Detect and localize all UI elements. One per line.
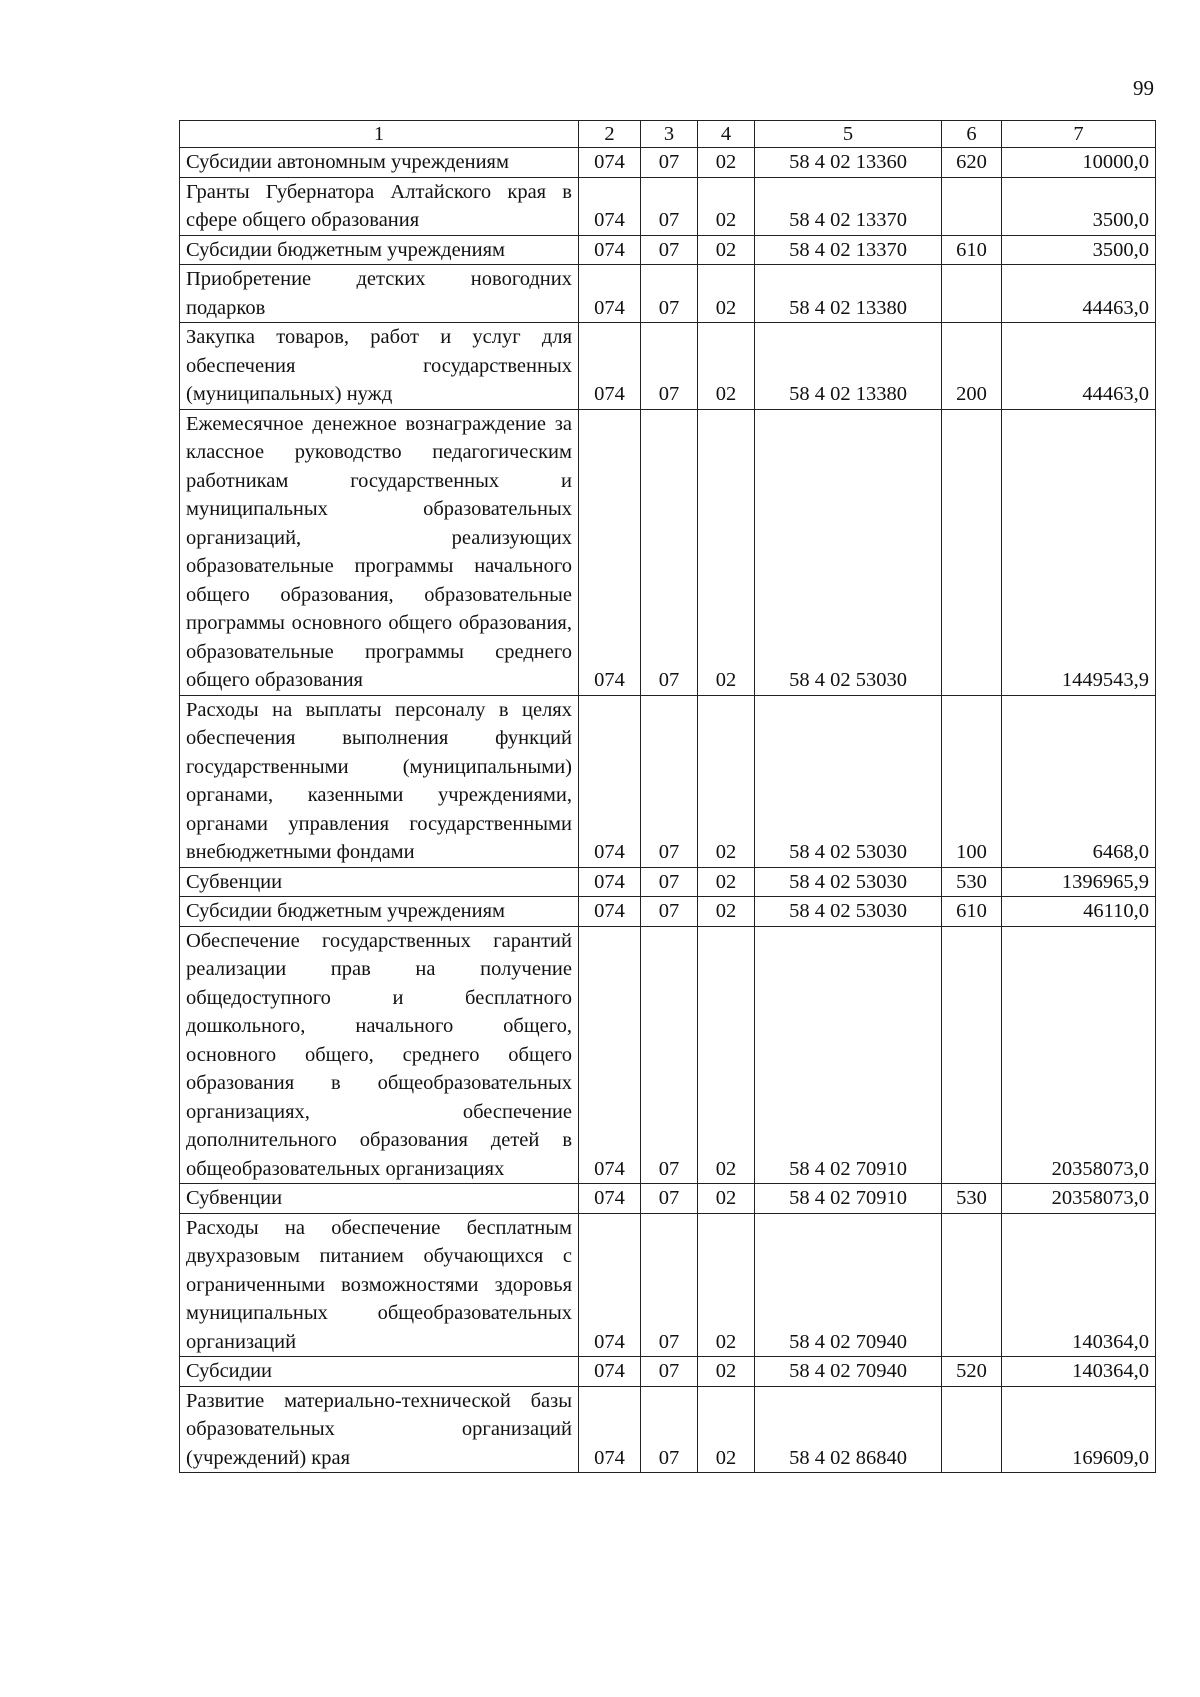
ministry-code-cell: 074 <box>579 1386 641 1473</box>
section-code-cell: 07 <box>641 235 698 265</box>
section-code-cell: 07 <box>641 897 698 927</box>
subsection-code-cell: 02 <box>698 897 755 927</box>
expense-name-cell: Субсидии бюджетным учреждениям <box>180 897 579 927</box>
table-row <box>180 867 1156 897</box>
column-header: 4 <box>698 121 755 148</box>
target-article-cell: 58 4 02 53030 <box>755 409 942 695</box>
expense-type-cell <box>942 265 1002 323</box>
subsection-code-cell: 02 <box>698 1357 755 1387</box>
section-code-cell: 07 <box>641 1357 698 1387</box>
subsection-code-cell: 02 <box>698 1386 755 1473</box>
ministry-code-cell: 074 <box>579 1184 641 1214</box>
expense-type-cell: 610 <box>942 897 1002 927</box>
column-header: 1 <box>180 121 579 148</box>
target-article-cell: 58 4 02 70940 <box>755 1357 942 1387</box>
page-number: 99 <box>1133 76 1154 100</box>
target-article-cell: 58 4 02 13370 <box>755 177 942 235</box>
table-row <box>180 1357 1156 1387</box>
table-row <box>180 177 1156 235</box>
expense-name-cell: Развитие материально-технической базы образовательных организаций (учреждений) края <box>180 1386 579 1473</box>
column-header: 3 <box>641 121 698 148</box>
amount-cell: 44463,0 <box>1002 323 1156 410</box>
target-article-cell: 58 4 02 13380 <box>755 323 942 410</box>
budget-table <box>179 120 1156 1473</box>
section-code-cell: 07 <box>641 148 698 178</box>
expense-type-cell: 620 <box>942 148 1002 178</box>
amount-cell: 3500,0 <box>1002 177 1156 235</box>
target-article-cell: 58 4 02 53030 <box>755 695 942 867</box>
section-code-cell: 07 <box>641 867 698 897</box>
target-article-cell: 58 4 02 70910 <box>755 926 942 1184</box>
amount-cell: 1449543,9 <box>1002 409 1156 695</box>
ministry-code-cell: 074 <box>579 409 641 695</box>
expense-type-cell: 530 <box>942 1184 1002 1214</box>
expense-type-cell <box>942 409 1002 695</box>
target-article-cell: 58 4 02 13380 <box>755 265 942 323</box>
expense-type-cell: 520 <box>942 1357 1002 1387</box>
expense-type-cell: 200 <box>942 323 1002 410</box>
column-header: 6 <box>942 121 1002 148</box>
table-row <box>180 1213 1156 1357</box>
amount-cell: 6468,0 <box>1002 695 1156 867</box>
ministry-code-cell: 074 <box>579 1213 641 1357</box>
expense-name-cell: Расходы на обеспечение бесплатным двухразовым питанием обучающихся с ограниченными возможностями здоровья муниципальных общеобразовательных организаций <box>180 1213 579 1357</box>
expense-type-cell <box>942 1386 1002 1473</box>
expense-name-cell: Обеспечение государственных гарантий реализации прав на получение общедоступного и бесплатного дошкольного, начального общего, основного общего, среднего общего образования в общеобразовательных организациях, обеспечение дополнительного образования детей в общеобразовательных организациях <box>180 926 579 1184</box>
amount-cell: 20358073,0 <box>1002 1184 1156 1214</box>
target-article-cell: 58 4 02 53030 <box>755 897 942 927</box>
target-article-cell: 58 4 02 70910 <box>755 1184 942 1214</box>
section-code-cell: 07 <box>641 177 698 235</box>
ministry-code-cell: 074 <box>579 265 641 323</box>
amount-cell: 140364,0 <box>1002 1213 1156 1357</box>
table-row <box>180 926 1156 1184</box>
ministry-code-cell: 074 <box>579 867 641 897</box>
ministry-code-cell: 074 <box>579 148 641 178</box>
subsection-code-cell: 02 <box>698 926 755 1184</box>
ministry-code-cell: 074 <box>579 897 641 927</box>
ministry-code-cell: 074 <box>579 695 641 867</box>
table-row <box>180 323 1156 410</box>
expense-name-cell: Гранты Губернатора Алтайского края в сфере общего образования <box>180 177 579 235</box>
subsection-code-cell: 02 <box>698 1184 755 1214</box>
expense-type-cell: 610 <box>942 235 1002 265</box>
amount-cell: 169609,0 <box>1002 1386 1156 1473</box>
expense-name-cell: Субсидии бюджетным учреждениям <box>180 235 579 265</box>
expense-type-cell <box>942 926 1002 1184</box>
section-code-cell: 07 <box>641 409 698 695</box>
subsection-code-cell: 02 <box>698 1213 755 1357</box>
section-code-cell: 07 <box>641 265 698 323</box>
subsection-code-cell: 02 <box>698 148 755 178</box>
subsection-code-cell: 02 <box>698 235 755 265</box>
ministry-code-cell: 074 <box>579 926 641 1184</box>
ministry-code-cell: 074 <box>579 177 641 235</box>
section-code-cell: 07 <box>641 1386 698 1473</box>
expense-name-cell: Субвенции <box>180 867 579 897</box>
expense-type-cell: 100 <box>942 695 1002 867</box>
amount-cell: 46110,0 <box>1002 897 1156 927</box>
expense-name-cell: Субсидии <box>180 1357 579 1387</box>
target-article-cell: 58 4 02 13360 <box>755 148 942 178</box>
table-row <box>180 1386 1156 1473</box>
expense-name-cell: Субвенции <box>180 1184 579 1214</box>
section-code-cell: 07 <box>641 926 698 1184</box>
table-row <box>180 148 1156 178</box>
subsection-code-cell: 02 <box>698 409 755 695</box>
subsection-code-cell: 02 <box>698 867 755 897</box>
expense-name-cell: Субсидии автономным учреждениям <box>180 148 579 178</box>
table-row <box>180 409 1156 695</box>
expense-name-cell: Расходы на выплаты персоналу в целях обеспечения выполнения функций государственными (муниципальными) органами, казенными учреждениями, органами управления государственными внебюджетными фондами <box>180 695 579 867</box>
expense-type-cell <box>942 177 1002 235</box>
table-row <box>180 265 1156 323</box>
target-article-cell: 58 4 02 86840 <box>755 1386 942 1473</box>
ministry-code-cell: 074 <box>579 1357 641 1387</box>
target-article-cell: 58 4 02 53030 <box>755 867 942 897</box>
subsection-code-cell: 02 <box>698 323 755 410</box>
expense-name-cell: Ежемесячное денежное вознаграждение за классное руководство педагогическим работникам государственных и муниципальных образовательных организаций, реализующих образовательные программы начального общего образования, образовательные программы основного общего образования, образовательные программы среднего общего образования <box>180 409 579 695</box>
table-row <box>180 1184 1156 1214</box>
expense-name-cell: Приобретение детских новогодних подарков <box>180 265 579 323</box>
amount-cell: 44463,0 <box>1002 265 1156 323</box>
subsection-code-cell: 02 <box>698 177 755 235</box>
section-code-cell: 07 <box>641 695 698 867</box>
amount-cell: 140364,0 <box>1002 1357 1156 1387</box>
ministry-code-cell: 074 <box>579 323 641 410</box>
table-row <box>180 897 1156 927</box>
section-code-cell: 07 <box>641 323 698 410</box>
target-article-cell: 58 4 02 13370 <box>755 235 942 265</box>
section-code-cell: 07 <box>641 1184 698 1214</box>
amount-cell: 3500,0 <box>1002 235 1156 265</box>
expense-type-cell <box>942 1213 1002 1357</box>
expense-name-cell: Закупка товаров, работ и услуг для обеспечения государственных (муниципальных) нужд <box>180 323 579 410</box>
expense-type-cell: 530 <box>942 867 1002 897</box>
subsection-code-cell: 02 <box>698 265 755 323</box>
column-header: 5 <box>755 121 942 148</box>
table-row <box>180 695 1156 867</box>
table-row <box>180 235 1156 265</box>
ministry-code-cell: 074 <box>579 235 641 265</box>
amount-cell: 1396965,9 <box>1002 867 1156 897</box>
column-header: 2 <box>579 121 641 148</box>
amount-cell: 20358073,0 <box>1002 926 1156 1184</box>
subsection-code-cell: 02 <box>698 695 755 867</box>
section-code-cell: 07 <box>641 1213 698 1357</box>
table-header-row <box>180 121 1156 148</box>
target-article-cell: 58 4 02 70940 <box>755 1213 942 1357</box>
amount-cell: 10000,0 <box>1002 148 1156 178</box>
column-header: 7 <box>1002 121 1156 148</box>
